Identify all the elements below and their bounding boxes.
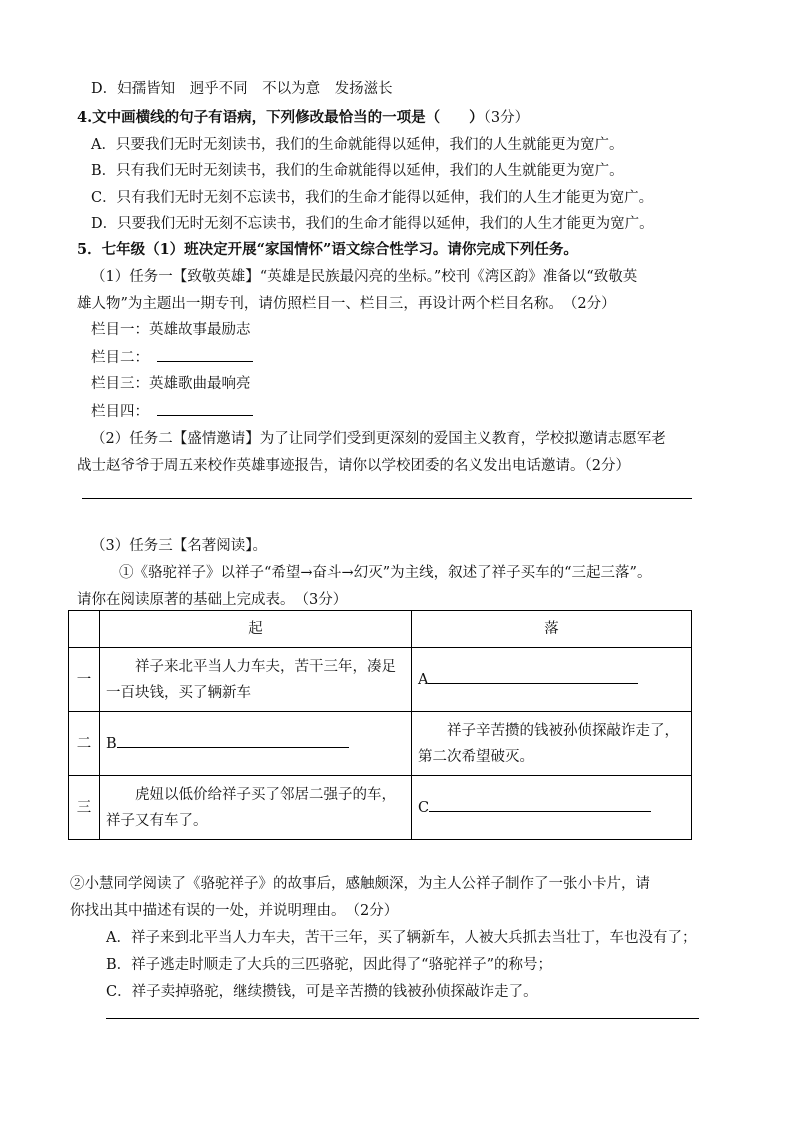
q4-option-a: A．只要我们无时无刻读书，我们的生命就能得以延伸，我们的人生就能更为宽广。 — [91, 137, 624, 153]
part2-line2: 你找出其中描述有误的一处，并说明理由。 （2分） — [70, 903, 399, 919]
row2-fall-text: 祥子辛苦攒的钱被孙侦探敲诈走了，第二次希望破灭。 — [418, 722, 679, 765]
header-rise: 起 — [100, 611, 412, 648]
q4-option-d: D．只要我们无时无刻不忘读书，我们的生命才能得以延伸，我们的人生才能更为宽广。 — [91, 216, 654, 232]
task3-intro-line2: 请你在阅读原著的基础上完成表。 （3分） — [77, 592, 348, 608]
task2-answer-line[interactable] — [82, 498, 692, 499]
part2-option-a: A．祥子来到北平当人力车夫，苦干三年，买了辆新车，人被大兵抓去当壮丁，车也没有了； — [106, 930, 697, 946]
blank-c-input[interactable] — [429, 795, 651, 812]
row1-rise-text: 祥子来北平当人力车夫，苦干三年，凑足一百块钱，买了辆新车 — [106, 658, 396, 701]
column-2 — [91, 347, 253, 368]
column-2-label: 栏目二： — [91, 350, 149, 366]
column-4 — [91, 401, 253, 422]
q4-option-b: B．只有我们无时无刻读书，我们的生命就能得以延伸，我们的人生就能更为宽广。 — [91, 163, 624, 179]
task2-line2: 战士赵爷爷于周五来校作英雄事迹报告，请你以学校团委的名义发出电话邀请。（2分） — [77, 458, 630, 474]
q3-option-d: D．妇孺皆知 迥乎不同 不以为意 发扬滋长 — [91, 81, 393, 97]
row3-rise-cell — [100, 776, 412, 840]
table-row — [69, 776, 692, 840]
row1-rise-cell — [100, 648, 412, 712]
blank-a-input[interactable] — [428, 667, 638, 684]
blank-letter-a: A — [418, 671, 429, 688]
task3-intro-line1: ①《骆驼祥子》以祥子“希望→奋斗→幻灭”为主线，叙述了祥子买车的“三起三落”。 — [119, 565, 652, 581]
row-label: 二 — [69, 712, 100, 776]
row1-fall-cell — [412, 648, 692, 712]
column-1: 栏目一：英雄故事最励志 — [91, 322, 251, 338]
task1-line2: 雄人物”为主题出一期专刊，请仿照栏目一、栏目三，再设计两个栏目名称。 （2分） — [77, 296, 616, 312]
blank-b-input[interactable] — [117, 731, 349, 748]
row-label: 三 — [69, 776, 100, 840]
table-row — [69, 648, 692, 712]
part2-option-b: B．祥子逃走时顺走了大兵的三匹骆驼，因此得了“骆驼祥子”的称号； — [106, 957, 552, 973]
question-4 — [77, 108, 529, 128]
blank-letter-c: C — [418, 799, 430, 816]
question-5: 5．七年级（1）班决定开展“家国情怀”语文综合性学习。请你完成下列任务。 — [77, 241, 578, 258]
task2-line1: （2）任务二【盛情邀请】为了让同学们受到更深刻的爱国主义教育，学校拟邀请志愿军老 — [91, 431, 666, 447]
part2-line1: ②小慧同学阅读了《骆驼祥子》的故事后，感触颇深，为主人公祥子制作了一张小卡片，请 — [70, 876, 650, 892]
column-4-blank[interactable] — [157, 401, 253, 416]
task3-title: （3）任务三【名著阅读】。 — [91, 538, 267, 554]
column-4-label: 栏目四： — [91, 404, 149, 420]
q4-option-c: C．只有我们无时无刻不忘读书，我们的生命才能得以延伸，我们的人生才能更为宽广。 — [91, 190, 654, 206]
table-corner-cell — [69, 611, 100, 648]
table-header-row — [69, 611, 692, 648]
task1-line1: （1）任务一【致敬英雄】“英雄是民族最闪亮的坐标。”校刊《湾区韵》准备以“致敬英 — [91, 269, 638, 285]
row-label: 一 — [69, 648, 100, 712]
question-4-score: （3分） — [483, 110, 530, 126]
row3-fall-cell — [412, 776, 692, 840]
three-ups-three-downs-table — [68, 610, 692, 840]
row2-fall-cell — [412, 712, 692, 776]
column-2-blank[interactable] — [157, 347, 253, 362]
header-fall: 落 — [412, 611, 692, 648]
question-4-stem: 4.文中画横线的句子有语病，下列修改最恰当的一项是（ ） — [77, 109, 484, 126]
row2-rise-cell — [100, 712, 412, 776]
part2-option-c: C．祥子卖掉骆驼，继续攒钱，可是辛苦攒的钱被孙侦探敲诈走了。 — [106, 984, 538, 1000]
part2-answer-line[interactable] — [106, 1018, 699, 1019]
blank-letter-b: B — [106, 735, 117, 752]
table-row — [69, 712, 692, 776]
column-3: 栏目三：英雄歌曲最响亮 — [91, 376, 251, 392]
row3-rise-text: 虎妞以低价给祥子买了邻居二强子的车，祥子又有车了。 — [106, 786, 396, 829]
